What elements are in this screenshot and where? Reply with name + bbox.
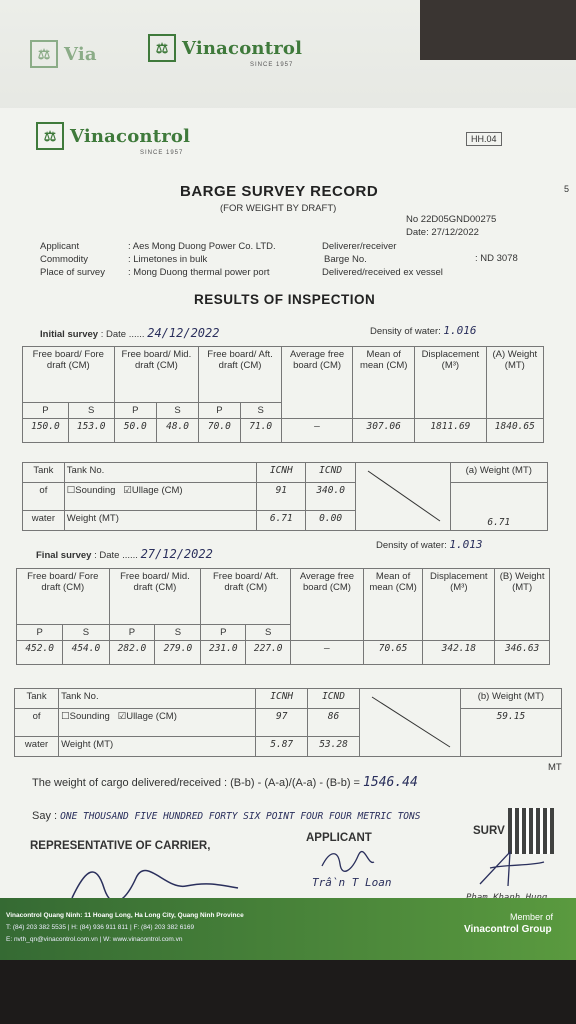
initial-draft-table <box>22 346 544 443</box>
applicant-label: Applicant <box>40 241 80 252</box>
tank-label: Tank <box>15 689 59 709</box>
value-cell: 150.0 <box>23 419 69 443</box>
tank-no-label: Tank No. <box>64 463 256 483</box>
ps-label: S <box>240 403 281 419</box>
ps-label: P <box>23 403 69 419</box>
value-cell: 71.0 <box>240 419 281 443</box>
sounding-option: ☐Sounding <box>66 485 116 496</box>
value-cell: 70.65 <box>363 641 423 665</box>
formula-unit: MT <box>548 762 562 773</box>
applicant-sig-label: APPLICANT <box>306 832 372 844</box>
member-of: Member of <box>510 912 554 922</box>
header-displacement: Displacement (M³) <box>415 347 487 419</box>
brand-name: Vinacontrol <box>182 37 303 59</box>
form-code: HH.04 <box>466 132 502 146</box>
ps-label: P <box>17 625 63 641</box>
applicant-signature <box>318 846 378 876</box>
ullage-value: 340.0 <box>306 483 356 511</box>
ps-label: S <box>155 625 201 641</box>
ps-label: S <box>68 403 114 419</box>
sounding-option: ☐Sounding <box>61 711 110 722</box>
barge-label: Barge No. <box>324 254 367 265</box>
value-cell: 1811.69 <box>415 419 487 443</box>
initial-survey-line: Initial survey : Date ...... 24/12/2022 <box>40 326 220 340</box>
header-weight: (A) Weight (MT) <box>486 347 543 419</box>
ullage-value: 91 <box>257 483 306 511</box>
strike-line <box>364 691 456 751</box>
say-line: Say : ONE THOUSAND FIVE HUNDRED FORTY SIX POINT FOUR FOUR METRIC TONS <box>32 810 421 822</box>
barge-value: : ND 3078 <box>475 253 518 264</box>
final-tank-table <box>14 688 562 757</box>
ps-label: P <box>109 625 155 641</box>
tank-weight-header: (b) Weight (MT) <box>460 689 561 709</box>
weight-value: 6.71 <box>257 511 306 531</box>
footer-line2: T: (84) 203 382 5535 | H: (84) 936 911 811 | F: (84) 203 382 6169 <box>6 924 195 931</box>
initial-density: Density of water: 1.016 <box>370 324 477 337</box>
main-logo <box>36 122 190 156</box>
logo-mark-icon: ⚖ <box>36 122 64 150</box>
tank-col-icnh: ICNH <box>256 689 308 709</box>
weight-value: 53.28 <box>308 737 360 757</box>
tank-weight-total: 59.15 <box>460 709 561 757</box>
brand-since: SINCE 1957 <box>250 62 294 68</box>
value-cell: 279.0 <box>155 641 201 665</box>
tank-weight-header: (a) Weight (MT) <box>450 463 547 483</box>
tank-diagonal-cell <box>359 689 460 757</box>
value-cell: 70.0 <box>199 419 240 443</box>
ps-label: P <box>199 403 240 419</box>
ps-label: P <box>201 625 246 641</box>
value-cell: 1840.65 <box>486 419 543 443</box>
value-cell: 50.0 <box>114 419 156 443</box>
tank-weight-label: Weight (MT) <box>59 737 256 757</box>
footer-line1: Vinacontrol Quang Ninh: 11 Hoang Long, Ha Long City, Quang Ninh Province <box>6 912 244 919</box>
weight-value: 0.00 <box>306 511 356 531</box>
value-cell: 346.63 <box>495 641 550 665</box>
deliverer-label: Deliverer/receiver <box>322 241 397 252</box>
ps-label: S <box>156 403 198 419</box>
tank-col-icnh: ICNH <box>257 463 306 483</box>
header-displacement: Displacement (M³) <box>423 569 495 641</box>
commodity-value: : Limetones in bulk <box>128 254 208 265</box>
ullage-option: ☑Ullage (CM) <box>123 485 183 496</box>
commodity-label: Commodity <box>40 254 89 265</box>
dark-corner <box>420 0 576 60</box>
final-survey-line: Final survey : Date ...... 27/12/2022 <box>36 547 213 561</box>
back-logo-1 <box>30 40 97 68</box>
final-draft-table <box>16 568 550 665</box>
logo-mark-icon: ⚖ <box>30 40 58 68</box>
survey-sheet <box>0 108 576 968</box>
ullage-value: 86 <box>308 709 360 737</box>
say-value: ONE THOUSAND FIVE HUNDRED FORTY SIX POINT FOUR FOUR METRIC TONS <box>60 811 421 822</box>
header-mean: Mean of mean (CM) <box>363 569 423 641</box>
member-group: Vinacontrol Group <box>464 924 552 935</box>
header-average: Average free board (CM) <box>291 569 364 641</box>
results-title: RESULTS OF INSPECTION <box>194 292 376 307</box>
ps-label: S <box>246 625 291 641</box>
ps-label: P <box>114 403 156 419</box>
header-weight: (B) Weight (MT) <box>495 569 550 641</box>
tank-label: of <box>15 709 59 737</box>
footer-line3: E: nvth_qn@vinacontrol.com.vn | W: www.vinacontrol.com.vn <box>6 936 183 943</box>
brand-name-partial: Via <box>64 43 97 65</box>
document-subtitle: (FOR WEIGHT BY DRAFT) <box>220 203 337 214</box>
tank-label: water <box>15 737 59 757</box>
dark-background <box>0 960 576 1024</box>
strike-line <box>360 465 446 525</box>
tank-label: of <box>23 483 65 511</box>
value-cell: 231.0 <box>201 641 246 665</box>
tank-weight-total: 6.71 <box>450 483 547 531</box>
header-mid: Free board/ Mid. draft (CM) <box>114 347 199 403</box>
final-density: Density of water: 1.013 <box>376 538 483 551</box>
value-cell: 153.0 <box>68 419 114 443</box>
ullage-value: 97 <box>256 709 308 737</box>
vessel-label: Delivered/received ex vessel <box>322 267 443 278</box>
value-cell: 227.0 <box>246 641 291 665</box>
ullage-option: ☑Ullage (CM) <box>117 711 177 722</box>
header-mid: Free board/ Mid. draft (CM) <box>109 569 201 625</box>
tank-no-label: Tank No. <box>59 689 256 709</box>
value-cell: 48.0 <box>156 419 198 443</box>
value-cell: 307.06 <box>353 419 415 443</box>
tank-diagonal-cell <box>355 463 450 531</box>
applicant-name: Trần T Loan <box>312 876 392 889</box>
header-aft: Free board/ Aft. draft (CM) <box>199 347 282 403</box>
value-cell: – <box>281 419 352 443</box>
page-mark: 5 <box>564 184 570 194</box>
brand-since: SINCE 1957 <box>140 150 184 156</box>
surveyor-signature <box>470 844 550 894</box>
tank-weight-label: Weight (MT) <box>64 511 256 531</box>
tank-label: water <box>23 511 65 531</box>
formula-value: 1546.44 <box>363 775 418 790</box>
weight-value: 5.87 <box>256 737 308 757</box>
applicant-value: : Aes Mong Duong Power Co. LTD. <box>128 241 276 252</box>
tank-col-icnd: ICND <box>308 689 360 709</box>
rep-carrier-label: REPRESENTATIVE OF CARRIER, <box>30 840 211 852</box>
header-average: Average free board (CM) <box>281 347 352 419</box>
ps-label: S <box>63 625 109 641</box>
value-cell: 342.18 <box>423 641 495 665</box>
value-cell: 452.0 <box>17 641 63 665</box>
place-label: Place of survey <box>40 267 105 278</box>
surveyor-label: SURV <box>473 825 505 837</box>
value-cell: – <box>291 641 364 665</box>
formula-line: The weight of cargo delivered/received : (B-b) - (A-a)/(A-a) - (B-b) = 1546.44 <box>32 775 418 790</box>
header-mean: Mean of mean (CM) <box>353 347 415 419</box>
place-value: : Mong Duong thermal power port <box>128 267 270 278</box>
header-fore: Free board/ Fore draft (CM) <box>17 569 110 625</box>
logo-mark-icon: ⚖ <box>148 34 176 62</box>
header-fore: Free board/ Fore draft (CM) <box>23 347 115 403</box>
value-cell: 282.0 <box>109 641 155 665</box>
header-aft: Free board/ Aft. draft (CM) <box>201 569 291 625</box>
tank-col-icnd: ICND <box>306 463 356 483</box>
record-date: Date: 27/12/2022 <box>406 227 479 238</box>
value-cell: 454.0 <box>63 641 109 665</box>
initial-tank-table <box>22 462 548 531</box>
brand-name: Vinacontrol <box>70 125 191 147</box>
record-no: No 22D05GND00275 <box>406 214 497 225</box>
back-logo-2 <box>148 34 302 68</box>
document-title: BARGE SURVEY RECORD <box>180 183 379 200</box>
tank-label: Tank <box>23 463 65 483</box>
